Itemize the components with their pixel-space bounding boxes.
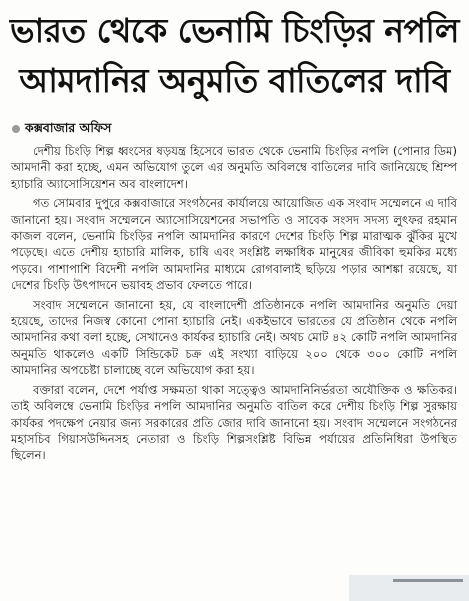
headline-line-2: আমদানির অনুমতি বাতিলের দাবি bbox=[19, 61, 450, 100]
adjacent-headline-fragment bbox=[393, 579, 463, 596]
adjacent-clipping-edge bbox=[349, 575, 469, 601]
bullet-icon bbox=[12, 125, 20, 133]
article-body bbox=[11, 143, 457, 464]
byline-text: কক্সবাজার অফিস bbox=[25, 120, 112, 135]
paragraph: বক্তারা বলেন, দেশে পর্যাপ্ত সক্ষমতা থাকা সত্ত্বেও আমদানিনির্ভরতা অযৌক্তিক ও ক্ষতিকর। তাই অবিলম্বে ভেনামি চিংড়ির নপলি আমদানির অনুমতি বাতিল করে দেশীয় চিংড়ি শিল্প সুরক্ষায় কার্যকর পদক্ষেপ নেয়ার জন্য সরকারের প্রতি জোর দাবি জানানো হয়। সংবাদ সম্মেলনে সংগঠনের মহাসচিব গিয়াসউদ্দিনসহ নেতারা ও চিংড়ি শিল্পসংশ্লিষ্ট বিভিন্ন পর্যায়ের প্রতিনিধিরা উপস্থিত ছিলেন। bbox=[11, 382, 457, 463]
paragraph: গত সোমবার দুপুরে কক্সবাজারে সংগঠনের কার্যালয়ে আয়োজিত এক সংবাদ সম্মেলনে এ দাবি জানানো হয়। সংবাদ সম্মেলনে অ্যাসোসিয়েশনের সভাপতি ও সাবেক সংসদ সদস্য লুৎফর রহমান কাজল বলেন, ভেনামি চিংড়ির নপলি আমদানির কারণে দেশের চিংড়ি শিল্প মারাত্মক ঝুঁকির মুখে পড়েছে। এতে দেশীয় হ্যাচারি মালিক, চাষি এবং সংশ্লিষ্ট লক্ষাধিক মানুষের জীবিকা হুমকির মধ্যে পড়বে। পাশাপাশি বিদেশী নপলি আমদানির মাধ্যমে রোগবালাই ছড়িয়ে পড়ার আশঙ্কা রয়েছে, যা দেশের চিংড়ি উৎপাদনে ভয়াবহ প্রভাব ফেলতে পারে। bbox=[11, 196, 457, 293]
headline bbox=[6, 6, 463, 106]
byline bbox=[12, 120, 111, 140]
paragraph: সংবাদ সম্মেলনে জানানো হয়, যে বাংলাদেশী প্রতিষ্ঠানকে নপলি আমদানির অনুমতি দেয়া হয়েছে, তাদের নিজস্ব কোনো পোনা হ্যাচারি নেই। একইভাবে ভারতের যে প্রতিষ্ঠান থেকে নপলি আমদানির কথা বলা হচ্ছে, সেখানেও কার্যকর হ্যাচারি নেই। অথচ মোট ৪২ কোটি নপলি আমদানির অনুমতি থাকলেও একটি সিন্ডিকেট চক্র এই সংখ্যা বাড়িয়ে ২০০ থেকে ৩০০ কোটি নপলি আমদানির অপচেষ্টা চালাচ্ছে বলে অভিযোগ করা হয়। bbox=[11, 297, 457, 378]
paragraph: দেশীয় চিংড়ি শিল্প ধ্বংসের ষড়যন্ত্র হিসেবে ভারত থেকে ভেনামি চিংড়ির নপলি (পোনার ডিম) আমদানী করা হচ্ছে, এমন অভিযোগ তুলে এর অনুমতি অবিলম্বে বাতিলের দাবি জানিয়েছে শ্রিম্প হ্যাচারি অ্যাসোসিয়েশন অব বাংলাদেশ। bbox=[11, 144, 457, 191]
headline-line-1: ভারত থেকে ভেনামি চিংড়ির নপলি bbox=[10, 11, 459, 50]
